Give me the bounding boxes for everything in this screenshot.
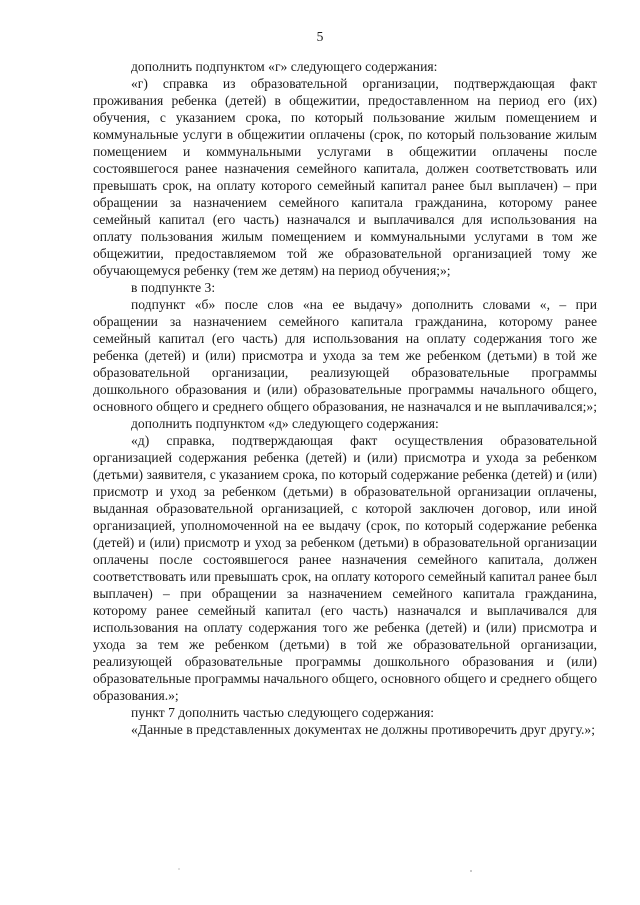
paragraph-add-subitem-d-intro: дополнить подпунктом «д» следующего содержания:	[131, 416, 439, 431]
paragraph-item-7-text: «Данные в представленных документах не должны противоречить друг другу.»;	[131, 722, 595, 737]
paragraph-subitem-b-amendment: подпункт «б» после слов «на ее выдачу» дополнить словами «, – при обращении за назначением семейного капитала гражданина, которому ранее семейный капитал (его часть) для использования на оплату содержания того же ребенка (детей) и (или) присмотра и ухода за тем же ребенком (детьми) в той же образовательной организации, реализующей образовательные программы дошкольного образования и (или) образовательные программы начального общего, основного общего и среднего общего образования, не назначался и не выплачивался;»;	[93, 297, 597, 414]
paragraph-subitem-g-text: «г) справка из образовательной организации, подтверждающая факт проживания ребенка (детей) в общежитии, предоставленном на период его (их) обучения, с указанием срока, по который пользование жилым помещением и коммунальные услуги в общежитии оплачены (срок, по который пользование жилым помещением и коммунальными услугами в общежитии оплачены после состоявшегося ранее назначения семейного капитала, должен соответствовать или превышать срок, на оплату которого семейный капитал ранее был выплачен) – при обращении за назначением семейного капитала гражданина, которому ранее семейный капитал (его часть) назначался и выплачивался для использования на оплату пользования жилым помещением и коммунальными услугами в том же общежитии, предоставляемом той же образовательной организацией тому же обучающемуся ребенку (тем же детям) на период обучения;»;	[93, 76, 597, 278]
paragraph-subitem-d-text: «д) справка, подтверждающая факт осуществления образовательной организацией содержания ребенка (детей) и (или) присмотра и ухода за ребенком (детьми) заявителя, с указанием срока, по который содержание ребенка (детей) и (или) присмотр и уход за ребенком (детьми) в образовательной организации оплачены, выданная образовательной организацией, с которой заключен договор, или иной организацией, уполномоченной на ее выдачу (срок, по который содержание ребенка (детей) и (или) присмотр и уход за ребенком (детьми) в образовательной организации оплачены после состоявшегося ранее назначения семейного капитала, должен соответствовать или превышать срок, на оплату которого семейный капитал ранее был выплачен) – при обращении за назначением семейного капитала гражданина, которому ранее семейный капитал (его часть) назначался и выплачивался для использования на оплату содержания того же ребенка (детей) и (или) присмотра и ухода за тем же ребенком (детьми) в той же образовательной организации, реализующей образовательные программы дошкольного образования и (или) образовательные программы начального общего, основного общего и среднего общего образования.»;	[93, 433, 597, 703]
page-number: 5	[316, 29, 324, 44]
paragraph-add-subitem-g-intro: дополнить подпунктом «г» следующего содержания:	[131, 59, 438, 74]
body-text	[93, 58, 597, 738]
paragraph-item-7-intro: пункт 7 дополнить частью следующего содержания:	[131, 705, 435, 720]
scan-artifact	[470, 870, 472, 872]
scan-artifact	[178, 868, 180, 870]
paragraph-subitem-3-heading: в подпункте 3:	[131, 280, 216, 295]
